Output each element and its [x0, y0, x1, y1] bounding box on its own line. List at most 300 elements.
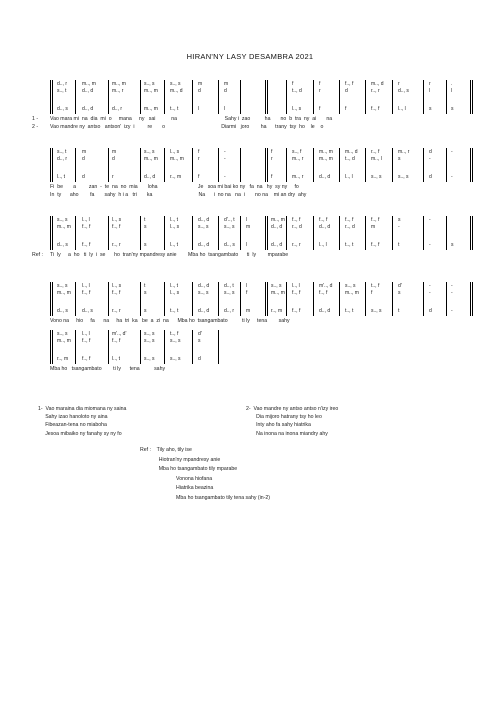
refrain — [140, 446, 270, 504]
solfa-note: t.., t — [170, 106, 179, 112]
solfa-note: m.., m — [319, 149, 333, 155]
solfa-note: d.., d — [319, 308, 331, 314]
bar-line — [423, 148, 424, 182]
solfa-note: m.., m — [82, 81, 96, 87]
verse-2-line: Na inona na inona miandry ahy — [246, 430, 328, 437]
solfa-note: - — [429, 290, 431, 296]
solfa-note: . — [451, 81, 453, 87]
bar-line — [218, 330, 219, 364]
solfa-note: m.., l — [371, 156, 382, 162]
solfa-note: t.., d — [345, 156, 355, 162]
verse-2-line: 2- Vao mandre ny antso antso n'izy ireo — [246, 406, 339, 412]
solfa-note: f — [271, 149, 273, 155]
solfa-note: m — [246, 224, 251, 230]
bar-line — [240, 80, 241, 114]
solfa-note: f.., f — [82, 338, 91, 344]
solfa-note: m.., m — [144, 106, 158, 112]
bar-line — [286, 282, 287, 316]
solfa-note: r.., d — [345, 224, 355, 230]
solfa-note: m — [112, 149, 117, 155]
solfa-note: s — [451, 242, 454, 248]
bar-line — [140, 80, 141, 114]
solfa-note: f.., f — [82, 290, 91, 296]
music-system — [30, 282, 470, 320]
solfa-note: t — [398, 242, 400, 248]
verse-1-line: Fibeazan-tena no miaboha — [38, 422, 107, 429]
solfa-note: l.., t — [112, 356, 121, 362]
solfa-note: - — [451, 174, 453, 180]
lyric-line: Vao mandre ny antso antson' izy i re o Diarmi joro ha trany tsy ho le o — [50, 124, 324, 130]
bar-line — [392, 216, 393, 250]
bar-line — [240, 216, 241, 250]
bar-line — [339, 80, 340, 114]
bar-line — [470, 282, 471, 316]
solfa-note: r.., m — [57, 356, 69, 362]
solfa-note: s — [398, 217, 401, 223]
bar-line — [164, 148, 165, 182]
bar-line — [365, 282, 366, 316]
solfa-note: d.., s — [57, 106, 68, 112]
solfa-note: r — [271, 156, 273, 162]
solfa-note: d — [82, 174, 85, 180]
solfa-note: m.., m — [144, 88, 158, 94]
verse-1 — [38, 405, 126, 438]
bar-line — [75, 148, 76, 182]
solfa-note: r.., r — [371, 88, 380, 94]
solfa-note: t.., f — [371, 283, 380, 289]
solfa-note: d.., r — [57, 81, 68, 87]
solfa-note: f — [271, 174, 273, 180]
verse-2-line: Dia mijoro hatrany tsy ho leo — [246, 414, 322, 421]
bar-line — [265, 148, 266, 182]
solfa-note: d — [112, 156, 115, 162]
solfa-note: s.., s — [57, 283, 68, 289]
solfa-note: d.., r — [57, 156, 68, 162]
solfa-note: f.., f — [345, 217, 354, 223]
bar-line — [192, 282, 193, 316]
solfa-note: r.., r — [112, 242, 121, 248]
solfa-note: s.., s — [398, 174, 409, 180]
solfa-note: d.., d — [198, 283, 210, 289]
music-system — [30, 216, 470, 254]
solfa-note: f — [292, 81, 294, 87]
bar-line — [423, 216, 424, 250]
solfa-note: m.., m — [112, 81, 126, 87]
refrain-line: Hiatrika beazina — [140, 485, 214, 492]
solfa-note: d.., d — [144, 174, 156, 180]
bar-line — [313, 148, 314, 182]
bar-line — [339, 282, 340, 316]
solfa-note: s.., s — [371, 174, 382, 180]
solfa-note: m'.., d — [319, 283, 333, 289]
solfa-note: s — [144, 242, 147, 248]
solfa-note: l.., l — [319, 242, 327, 248]
bar-line — [392, 282, 393, 316]
solfa-note: l.., l — [398, 106, 406, 112]
solfa-note: f.., f — [292, 290, 301, 296]
solfa-note: m.., r — [112, 88, 124, 94]
solfa-note: l — [246, 283, 248, 289]
solfa-note: - — [429, 217, 431, 223]
bar-line — [265, 80, 266, 114]
bar-line — [140, 330, 141, 364]
solfa-note: s.., f — [292, 149, 302, 155]
solfa-note: s.., s — [224, 290, 235, 296]
bar-line — [50, 148, 51, 182]
solfa-note: d — [429, 174, 432, 180]
solfa-note: s — [398, 156, 401, 162]
solfa-note: d — [345, 88, 348, 94]
bar-line — [108, 148, 109, 182]
bar-line — [365, 216, 366, 250]
solfa-note: l — [198, 106, 200, 112]
solfa-note: l.., t — [170, 242, 179, 248]
solfa-note: f.., f — [82, 242, 91, 248]
solfa-note: r.., m — [271, 308, 283, 314]
solfa-note: t.., t — [170, 308, 179, 314]
bar-line — [75, 80, 76, 114]
solfa-note: r.., r — [112, 308, 121, 314]
bar-line — [446, 216, 447, 250]
solfa-note: m'.., d' — [112, 331, 127, 337]
bar-line — [140, 216, 141, 250]
solfa-note: f — [319, 81, 321, 87]
solfa-note: r.., f — [371, 149, 380, 155]
solfa-note: s.., s — [57, 217, 68, 223]
solfa-note: f — [345, 106, 347, 112]
bar-line — [265, 216, 266, 250]
refrain-line: Ref : Tily aho, tily ise — [140, 447, 192, 453]
solfa-note: - — [429, 283, 431, 289]
refrain-line: Hiotran'ny mpandresy anie — [140, 456, 221, 463]
bar-line — [392, 148, 393, 182]
solfa-note: s.., t — [57, 149, 67, 155]
bar-line — [446, 282, 447, 316]
music-system — [30, 330, 470, 368]
solfa-note: f.., f — [319, 217, 328, 223]
solfa-note: s.., s — [271, 283, 282, 289]
solfa-note: d.., d — [198, 217, 210, 223]
solfa-note: s — [198, 338, 201, 344]
solfa-note: - — [224, 156, 226, 162]
solfa-note: m.., m — [170, 156, 184, 162]
page-title: HIRAN'NY LASY DESAMBRA 2021 — [186, 52, 314, 61]
bar-line — [50, 330, 51, 364]
bar-line — [218, 282, 219, 316]
bar-line — [75, 216, 76, 250]
bar-line — [286, 80, 287, 114]
solfa-note: m.., d — [170, 88, 183, 94]
solfa-note: m — [246, 308, 251, 314]
solfa-note: m.., m — [345, 290, 359, 296]
bar-line — [423, 80, 424, 114]
solfa-note: m.., m — [271, 217, 285, 223]
bar-line — [240, 282, 241, 316]
solfa-note: r.., r — [292, 242, 301, 248]
solfa-note: f.., f — [292, 308, 301, 314]
solfa-note: m.., m — [144, 156, 158, 162]
solfa-note: d — [82, 156, 85, 162]
lyric-number: Ref : — [32, 252, 43, 258]
solfa-note: l — [246, 217, 248, 223]
solfa-note: s — [144, 290, 147, 296]
bar-line — [446, 80, 447, 114]
solfa-note: l — [451, 88, 453, 94]
solfa-note: d.., s — [398, 88, 409, 94]
solfa-note: s — [451, 106, 454, 112]
solfa-note: t — [144, 283, 146, 289]
bar-line — [240, 148, 241, 182]
solfa-note: f.., f — [82, 356, 91, 362]
solfa-note: f.., f — [112, 224, 121, 230]
verse-2-line: Inty aho fa sahy hiatrika — [246, 422, 311, 429]
solfa-note: d.., d — [271, 242, 283, 248]
bar-line — [75, 330, 76, 364]
solfa-note: m — [82, 149, 87, 155]
bar-line — [339, 216, 340, 250]
solfa-note: s — [398, 290, 401, 296]
bar-line — [192, 148, 193, 182]
bar-line — [470, 80, 471, 114]
lyric-line: Ti ly a ho ti ly i se ho tran'ny mpandresy anie Mba ho tsangambato ti ly mparabe — [50, 252, 289, 258]
solfa-note: d'.., t — [224, 217, 235, 223]
refrain-line: Mba ho tsangambato tily mparabe — [140, 466, 238, 473]
solfa-note: - — [429, 156, 431, 162]
solfa-note: r — [429, 81, 431, 87]
solfa-note: s.., s — [224, 224, 235, 230]
solfa-note: d.., s — [224, 242, 235, 248]
solfa-note: s.., s — [144, 356, 155, 362]
solfa-note: f.., f — [371, 217, 380, 223]
lyric-number: 1 - — [32, 116, 39, 122]
solfa-note: s.., s — [170, 338, 181, 344]
solfa-note: - — [451, 149, 453, 155]
verse-1-line: Jesoa mibaiko ny fanahy sy ny fo — [38, 430, 122, 437]
bar-line — [365, 80, 366, 114]
solfa-note: t — [144, 217, 146, 223]
solfa-note: l.., l — [82, 217, 90, 223]
solfa-note: d.., s — [57, 242, 68, 248]
solfa-note: l.., s — [170, 290, 180, 296]
refrain-line: Mba ho tsangambato tily tena sahy (in-2) — [140, 494, 271, 501]
bar-line — [286, 216, 287, 250]
solfa-note: m.., m — [57, 290, 71, 296]
solfa-note: l.., l — [82, 331, 90, 337]
solfa-note: s — [429, 106, 432, 112]
solfa-note: d.., d — [198, 308, 210, 314]
solfa-note: m.., r — [398, 149, 410, 155]
bar-line — [339, 148, 340, 182]
solfa-note: - — [451, 308, 453, 314]
verse-2 — [246, 405, 338, 438]
solfa-note: d' — [398, 283, 402, 289]
solfa-note: s — [144, 308, 147, 314]
solfa-note: r.., m — [170, 174, 182, 180]
solfa-note: s — [144, 224, 147, 230]
solfa-note: t.., t — [345, 308, 354, 314]
solfa-note: l.., l — [82, 283, 90, 289]
solfa-note: f — [319, 106, 321, 112]
solfa-note: t.., t — [345, 242, 354, 248]
solfa-note: - — [429, 242, 431, 248]
solfa-note: - — [451, 290, 453, 296]
solfa-note: f.., f — [371, 242, 380, 248]
bar-line — [108, 80, 109, 114]
bar-line — [50, 216, 51, 250]
solfa-note: d.., d — [82, 88, 94, 94]
solfa-note: l — [429, 88, 431, 94]
bar-line — [365, 148, 366, 182]
bar-line — [218, 216, 219, 250]
lyric-line: Vono na hio fa na ha tri ka be a zi na Mba ho tsangambato ti ly tena sahy — [50, 318, 290, 324]
solfa-note: l.., t — [170, 283, 179, 289]
solfa-note: l.., s — [170, 224, 180, 230]
bar-line — [423, 282, 424, 316]
solfa-note: l.., l — [345, 174, 353, 180]
solfa-note: f.., f — [112, 338, 121, 344]
solfa-note: r — [112, 174, 114, 180]
solfa-note: m.., d — [371, 81, 384, 87]
bar-line — [218, 148, 219, 182]
solfa-note: d.., r — [224, 308, 235, 314]
lyric-line: Mba ho tsangambato ti ly tena sahy — [50, 366, 166, 372]
solfa-note: r — [198, 156, 200, 162]
refrain-line: Vonona hiofana — [140, 475, 213, 482]
solfa-note: l.., s — [292, 106, 302, 112]
solfa-note: m — [371, 224, 376, 230]
solfa-note: t.., f — [170, 331, 179, 337]
bar-line — [446, 148, 447, 182]
solfa-note: f.., f — [292, 217, 301, 223]
verse-1-line: Sahy izao hanoloto ny aina — [38, 414, 108, 421]
solfa-note: f — [246, 290, 248, 296]
bar-line — [164, 330, 165, 364]
bar-line — [50, 282, 51, 316]
bar-line — [313, 216, 314, 250]
solfa-note: d — [198, 356, 201, 362]
solfa-note: m.., m — [57, 338, 71, 344]
solfa-note: m.., r — [292, 174, 304, 180]
bar-line — [192, 330, 193, 364]
lyric-number: 2 - — [32, 124, 39, 130]
bar-line — [140, 282, 141, 316]
bar-line — [164, 282, 165, 316]
lyric-line: Vao mara mi na dia mi o mana ny sai na Sahy i zao ha no b tra ny ai na — [50, 116, 333, 122]
solfa-note: l.., t — [57, 174, 66, 180]
solfa-note: s.., s — [198, 224, 209, 230]
bar-line — [286, 148, 287, 182]
bar-line — [50, 80, 51, 114]
solfa-note: d.., d — [319, 224, 331, 230]
solfa-note: m.., m — [271, 290, 285, 296]
solfa-note: d.., t — [224, 283, 234, 289]
solfa-note: d' — [198, 331, 202, 337]
solfa-note: l — [246, 242, 248, 248]
bar-line — [164, 80, 165, 114]
bar-line — [265, 282, 266, 316]
bar-line — [108, 330, 109, 364]
bar-line — [164, 216, 165, 250]
solfa-note: m — [198, 81, 203, 87]
solfa-note: s.., s — [170, 356, 181, 362]
solfa-note: d.., d — [271, 224, 283, 230]
solfa-note: d.., d — [319, 174, 331, 180]
solfa-note: d.., s — [57, 308, 68, 314]
solfa-note: d — [429, 149, 432, 155]
solfa-note: s.., s — [144, 331, 155, 337]
bar-line — [470, 216, 471, 250]
solfa-note: f.., f — [345, 81, 354, 87]
solfa-note: l — [224, 106, 226, 112]
solfa-note: d — [198, 88, 201, 94]
solfa-note: m.., d — [345, 149, 358, 155]
solfa-note: f — [371, 290, 373, 296]
music-system — [30, 80, 470, 118]
solfa-note: d — [224, 88, 227, 94]
bar-line — [313, 282, 314, 316]
solfa-note: m.., m — [319, 156, 333, 162]
solfa-note: l.., l — [292, 283, 300, 289]
solfa-note: s.., s — [170, 81, 181, 87]
bar-line — [218, 80, 219, 114]
solfa-note: d — [429, 308, 432, 314]
solfa-note: r — [398, 81, 400, 87]
solfa-note: f — [198, 149, 200, 155]
solfa-note: f.., f — [319, 290, 328, 296]
bar-line — [108, 216, 109, 250]
solfa-note: s.., s — [345, 283, 356, 289]
solfa-note: r.., d — [292, 224, 302, 230]
solfa-note: m.., m — [57, 224, 71, 230]
bar-line — [470, 148, 471, 182]
bar-line — [108, 282, 109, 316]
solfa-note: d.., s — [82, 308, 93, 314]
solfa-note: s.., s — [198, 290, 209, 296]
lyric-line: Fi be a zan - te na no mia loha Je soa mi bai ko ny fa na hy sy ny fo — [50, 184, 299, 190]
bar-line — [313, 80, 314, 114]
bar-line — [192, 216, 193, 250]
solfa-note: s.., s — [144, 81, 155, 87]
bar-line — [392, 80, 393, 114]
solfa-note: s.., s — [371, 308, 382, 314]
solfa-note: s.., s — [57, 331, 68, 337]
solfa-note: - — [224, 174, 226, 180]
solfa-note: d.., d — [198, 242, 210, 248]
bar-line — [75, 282, 76, 316]
solfa-note: s.., t — [57, 88, 67, 94]
music-system — [30, 148, 470, 186]
solfa-note: d.., r — [112, 106, 123, 112]
solfa-note: m — [224, 81, 229, 87]
solfa-note: f — [198, 174, 200, 180]
solfa-note: l.., t — [170, 217, 179, 223]
verse-1-line: 1- Vao maraina dia miomana ny saina — [38, 406, 127, 412]
solfa-note: m.., r — [292, 156, 304, 162]
solfa-note: l.., s — [112, 283, 122, 289]
lyric-line: In ty aho fa sahy h i a tri ka Na i no na na i no na mi an dry ahy — [50, 192, 307, 198]
bar-line — [140, 148, 141, 182]
solfa-note: l.., s — [170, 149, 180, 155]
solfa-note: f.., f — [82, 224, 91, 230]
solfa-note: s.., s — [144, 149, 155, 155]
solfa-note: s.., s — [144, 338, 155, 344]
solfa-note: - — [398, 224, 400, 230]
bar-line — [192, 80, 193, 114]
solfa-note: t — [398, 308, 400, 314]
solfa-note: - — [224, 149, 226, 155]
solfa-note: d.., d — [82, 106, 94, 112]
solfa-note: f.., f — [112, 290, 121, 296]
